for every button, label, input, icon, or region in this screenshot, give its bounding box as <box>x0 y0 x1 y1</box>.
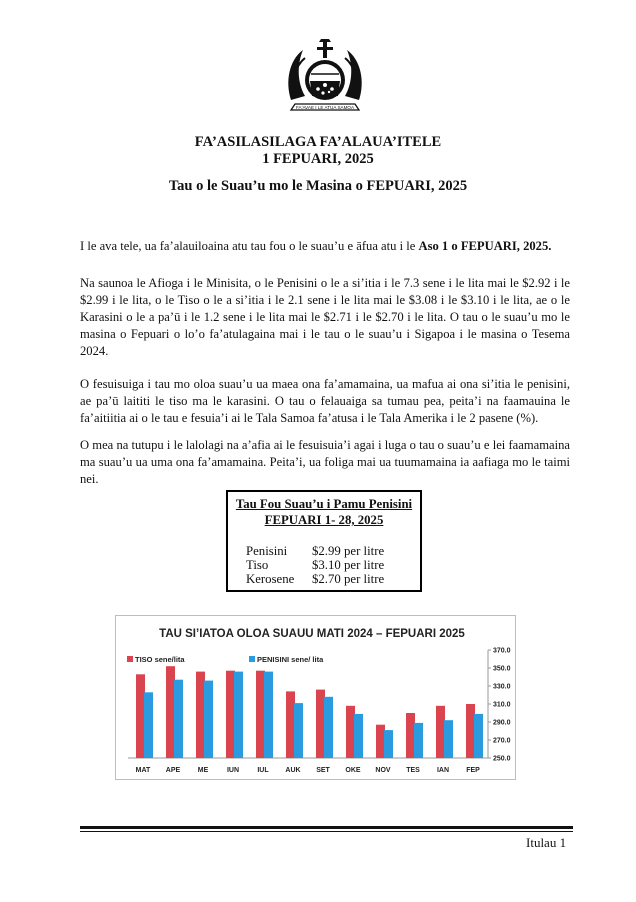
x-tick-label: OKE <box>345 767 361 774</box>
price-box-period: FEPUARI 1- 28, 2025 <box>264 513 384 527</box>
bar-diesel <box>256 671 265 758</box>
price-row-value: $2.99 per litre <box>312 544 385 558</box>
bar-diesel <box>166 666 175 758</box>
y-tick-label: 290.0 <box>493 719 511 727</box>
x-tick-label: NOV <box>375 767 391 774</box>
bar-petrol <box>414 723 423 758</box>
world-events-paragraph: O mea na tutupu i le lalolagi na a’afia ai le fesuisuia’i agai i luga o tau o suau’u e lei faamamaina ma suau’u ua uma ona fa’amamaina. Peita’i, ua foliga mai ua tuumamaina ia aafiaga mo le taimi nei. <box>80 438 570 486</box>
price-row-name: Tiso <box>246 558 269 572</box>
price-row-value: $3.10 per litre <box>312 558 385 572</box>
x-tick-label: SET <box>316 767 330 774</box>
new-fuel-prices-box <box>226 490 422 592</box>
y-tick-label: 270.0 <box>493 737 511 745</box>
bar-petrol <box>204 681 213 758</box>
bar-diesel <box>346 706 355 758</box>
bar-diesel <box>226 671 235 758</box>
price-row-name: Kerosene <box>246 572 295 586</box>
document-title: FA’ASILASILAGA FA’ALAUA’ITELE <box>194 134 442 150</box>
price-row-diesel <box>246 558 384 572</box>
intro-text: I le ava tele, ua fa’alauiloaina atu tau fou o le suau’u e āfua atu i le <box>80 239 419 253</box>
bar-petrol <box>384 730 393 758</box>
bar-diesel <box>136 674 145 758</box>
legend-swatch-petrol <box>249 656 255 662</box>
bar-petrol <box>264 672 273 758</box>
x-tick-label: ME <box>197 767 209 774</box>
bar-diesel <box>466 704 475 758</box>
intro-date: Aso 1 o FEPUARI, 2025. <box>418 239 552 253</box>
x-tick-label: IUN <box>226 767 240 774</box>
x-tick-label: IUL <box>257 767 269 774</box>
price-row-value: $2.70 per litre <box>312 572 385 586</box>
price-row-petrol <box>246 544 384 558</box>
bar-petrol <box>354 714 363 758</box>
fuel-price-chart <box>115 615 516 780</box>
document-subtitle: Tau o le Suau’u mo le Masina o FEPUARI, 2025 <box>168 178 468 194</box>
price-box-heading: Tau Fou Suau’u i Pamu Penisini <box>235 497 413 511</box>
bar-petrol <box>144 692 153 758</box>
seal-motto: FA'AVAE I LE ATUA SAMOA <box>295 104 355 110</box>
y-tick-label: 310.0 <box>493 701 511 709</box>
y-tick-label: 350.0 <box>493 665 511 673</box>
x-tick-label: IAN <box>436 767 450 774</box>
intro-paragraph <box>80 238 570 255</box>
bar-petrol <box>324 697 333 758</box>
bar-petrol <box>234 672 243 758</box>
y-tick-label: 250.0 <box>493 755 511 763</box>
x-tick-label: MAT <box>135 767 151 774</box>
x-tick-label: AUK <box>285 767 301 774</box>
chart-canvas <box>116 616 517 781</box>
y-tick-label: 370.0 <box>493 647 511 655</box>
bar-diesel <box>196 672 205 758</box>
bar-petrol <box>294 703 303 758</box>
page-number: Itulau 1 <box>526 835 567 850</box>
bar-diesel <box>406 713 415 758</box>
bar-diesel <box>316 690 325 758</box>
legend-swatch-diesel <box>127 656 133 662</box>
bar-diesel <box>286 691 295 758</box>
minister-paragraph: Na saunoa le Afioga i le Minisita, o le Penisini o le a si’itia i le 7.3 sene i le lita mai le $2.92 i le $2.99 i le lita, o le Tiso o le a si’itia i le 2.1 sene i le lita mai le $3.08 i le $3.10 i le lita, ae o le Karasini o le a pa’ū i le 1.2 sene i le lita mai le $2.71 i le $2.70 i le lita. O tau o le suau’u mo le masina o Fepuari o lo’o fa’atulagaina mai i le tau o le suau’u i Sigapoa i le masina o Tesema 2024. <box>80 276 570 358</box>
bar-diesel <box>436 706 445 758</box>
bar-diesel <box>376 725 385 758</box>
x-tick-label: FEP <box>466 767 480 774</box>
footer-rule-thick <box>80 826 573 829</box>
bar-petrol <box>474 714 483 758</box>
x-tick-label: TES <box>406 767 420 774</box>
coat-of-arms-seal <box>283 38 367 122</box>
y-tick-label: 330.0 <box>493 683 511 691</box>
bar-petrol <box>174 680 183 758</box>
legend-label-diesel: TISO sene/lita <box>135 655 185 664</box>
price-row-name: Penisini <box>246 544 288 558</box>
price-row-kerosene <box>246 572 384 586</box>
price-change-paragraph: O fesuisuiga i tau mo oloa suau’u ua maea ona fa’amamaina, ua mafua ai ona si’itia le penisini, ae pa’ū laititi le tiso ma le karasini. O tau o felauaiga sa tumau pea, peita’i na faamauina le fa’aitiitia ai o le tau e fesuia’i ai le Tala Samoa fa’atusa i le Tala Amerika i le 2 pasene (%). <box>80 377 570 425</box>
x-tick-label: APE <box>165 767 181 774</box>
document-date: 1 FEPUARI, 2025 <box>262 151 374 167</box>
legend-label-petrol: PENISINI sene/ lita <box>257 655 324 664</box>
footer-rule-thin <box>80 831 573 832</box>
chart-title: TAU SI’IATOA OLOA SUAUU MATI 2024 – FEPUARI 2025 <box>159 628 465 640</box>
bar-petrol <box>444 720 453 758</box>
